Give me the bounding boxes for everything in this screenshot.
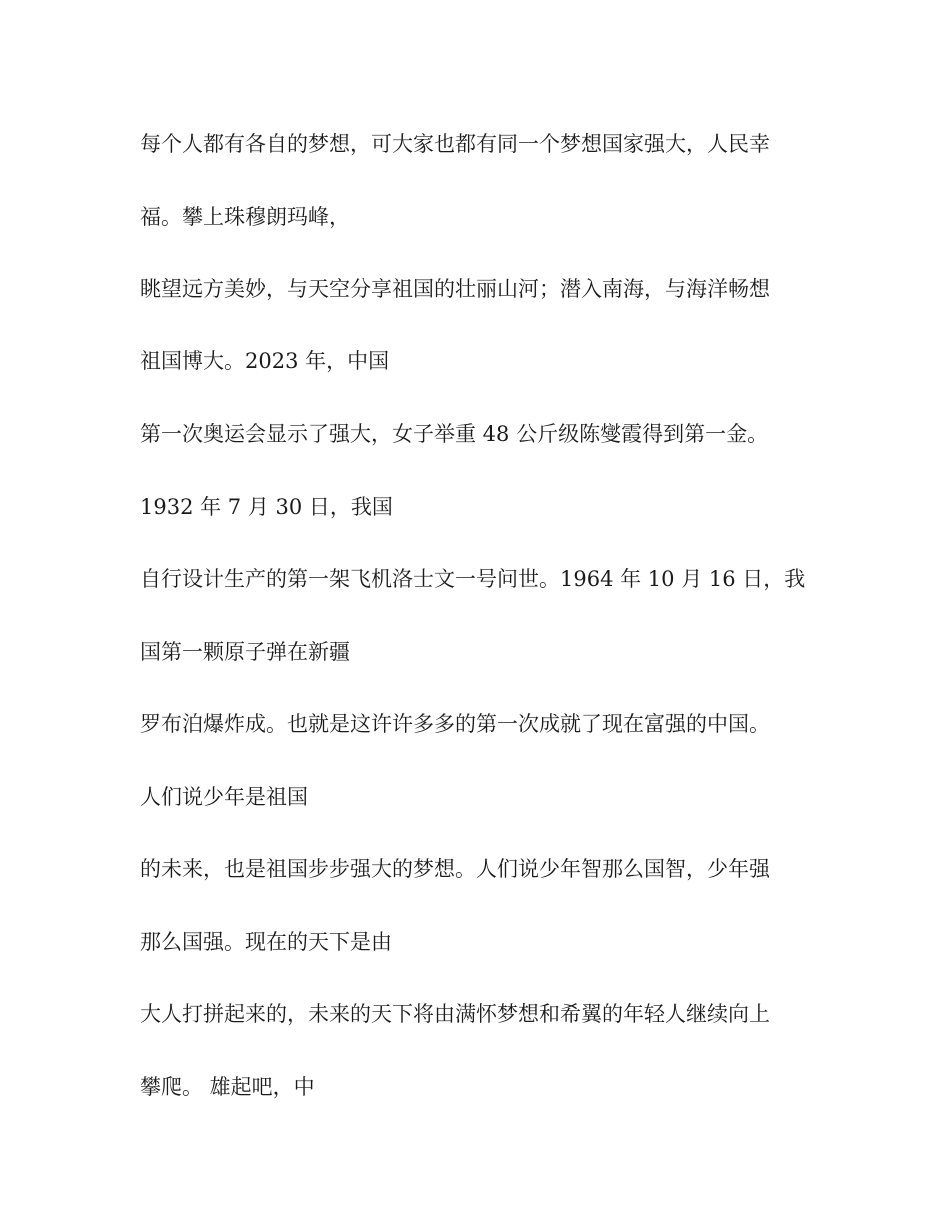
text-line: 祖国博大。2023 年，中国 (140, 349, 390, 373)
text-line: 1932 年 7 月 30 日，我国 (140, 495, 393, 519)
text-line: 第一次奥运会显示了强大，女子举重 48 公斤级陈燮霞得到第一金。 (140, 422, 769, 446)
text-line: 福。攀上珠穆朗玛峰， (140, 205, 350, 229)
text-line: 的未来，也是祖国步步强大的梦想。人们说少年智那么国智，少年强 (140, 857, 770, 881)
text-line: 那么国强。现在的天下是由 (140, 930, 392, 954)
text-line: 自行设计生产的第一架飞机洛士文一号问世。1964 年 10 月 16 日，我 (140, 567, 806, 591)
text-line: 国第一颗原子弹在新疆 (140, 640, 350, 664)
text-line: 罗布泊爆炸成。也就是这许许多多的第一次成就了现在富强的中国。 (140, 712, 770, 736)
text-line: 大人打拼起来的，未来的天下将由满怀梦想和希翼的年轻人继续向上 (140, 1002, 770, 1026)
text-line: 攀爬。 雄起吧，中 (140, 1075, 315, 1099)
text-line: 眺望远方美妙，与天空分享祖国的壮丽山河；潜入南海，与海洋畅想 (140, 277, 770, 301)
text-line: 人们说少年是祖国 (140, 785, 308, 809)
text-line: 每个人都有各自的梦想，可大家也都有同一个梦想国家强大，人民幸 (140, 132, 770, 156)
